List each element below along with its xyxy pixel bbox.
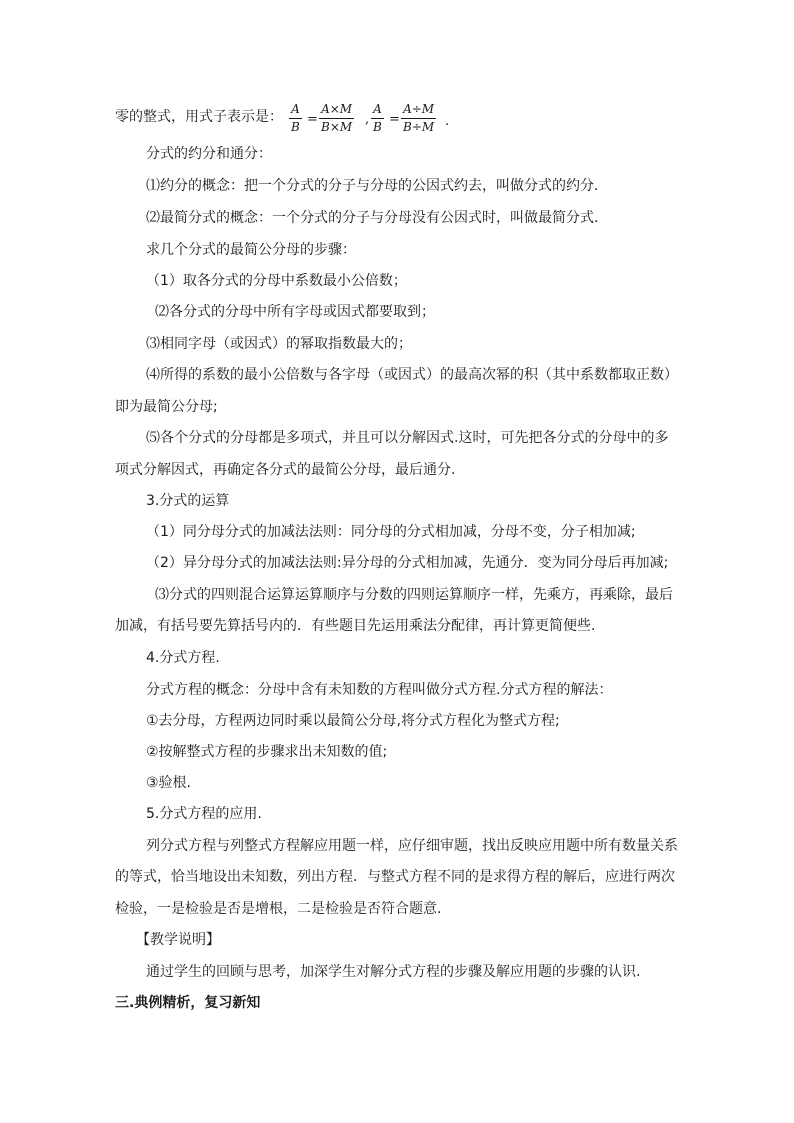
text-line: 的等式，恰当地设出未知数，列出方程．与整式方程不同的是求得方程的解后，应进行两次 bbox=[115, 869, 675, 885]
fraction-a-over-b bbox=[371, 102, 384, 135]
fraction-denominator: B bbox=[373, 120, 382, 134]
section-heading: 4.分式方程. bbox=[146, 650, 220, 666]
text-line: 求几个分式的最简公分母的步骤： bbox=[146, 242, 356, 258]
section-heading: 5.分式方程的应用. bbox=[146, 806, 262, 822]
text-line: （2）异分母分式的加减法法则:异分母的分式相加减，先通分．变为同分母后再加减; bbox=[146, 555, 669, 571]
text-line: ⑴约分的概念：把一个分式的分子与分母的公因式约去，叫做分式的约分． bbox=[146, 178, 608, 194]
section-heading-bold: 三.典例精析，复习新知 bbox=[115, 995, 261, 1011]
fraction-denominator: B÷M bbox=[403, 120, 435, 134]
section-heading: 3.分式的运算 bbox=[146, 493, 230, 509]
text-line: ⑶相同字母（或因式）的幂取指数最大的； bbox=[146, 336, 412, 352]
fraction-numerator: A÷M bbox=[401, 102, 436, 119]
separator-comma: , bbox=[365, 112, 370, 127]
text-line: ⑸各个分式的分母都是多项式，并且可以分解因式.这时，可先把各分式的分母中的多 bbox=[146, 430, 669, 446]
fraction-denominator: B bbox=[291, 120, 300, 134]
text-line: ⑷所得的系数的最小公倍数与各字母（或因式）的最高次幂的积（其中系数都取正数） bbox=[146, 367, 678, 383]
text-line: 即为最简公分母; bbox=[115, 399, 218, 415]
fraction-numerator: A bbox=[289, 102, 302, 119]
equals-sign: = bbox=[307, 112, 318, 127]
fraction-am-over-bm bbox=[319, 102, 354, 135]
fraction-adivm-over-bdivm bbox=[401, 102, 436, 135]
text-line: （1）同分母分式的加减法法则：同分母的分式相加减，分母不变，分子相加减; bbox=[146, 524, 636, 540]
text-line: ⑶分式的四则混合运算运算顺序与分数的四则运算顺序一样，先乘方，再乘除，最后 bbox=[155, 587, 673, 603]
text-line: 列分式方程与列整式方程解应用题一样，应仔细审题，找出反映应用题中所有数量关系 bbox=[146, 838, 678, 854]
fraction-numerator: A×M bbox=[319, 102, 354, 119]
fraction-denominator: B×M bbox=[321, 120, 353, 134]
text-line: ⑵最简分式的概念：一个分式的分子与分母没有公因式时，叫做最简分式． bbox=[146, 210, 608, 226]
text-line: ③验根. bbox=[146, 775, 192, 791]
equals-sign: = bbox=[389, 112, 400, 127]
text-line: 项式分解因式，再确定各分式的最简公分母，最后通分. bbox=[115, 462, 456, 478]
fraction-numerator: A bbox=[371, 102, 384, 119]
text-line: （1）取各分式的分母中系数最小公倍数； bbox=[146, 273, 407, 289]
formula-prefix: 零的整式，用式子表示是： bbox=[115, 109, 283, 125]
formula-end-period: . bbox=[445, 114, 450, 129]
text-line: ②按解整式方程的步骤求出未知数的值; bbox=[146, 744, 388, 760]
text-line: ①去分母，方程两边同时乘以最简公分母,将分式方程化为整式方程; bbox=[146, 713, 560, 729]
teaching-note-heading: 【教学说明】 bbox=[136, 932, 220, 948]
text-line: 通过学生的回顾与思考，加深学生对解分式方程的步骤及解应用题的步骤的认识. bbox=[146, 964, 641, 980]
text-line: 分式方程的概念：分母中含有未知数的方程叫做分式方程.分式方程的解法： bbox=[146, 682, 613, 698]
text-line: 分式的约分和通分： bbox=[146, 146, 272, 162]
text-line: 检验，一是检验是否是增根，二是检验是否符合题意. bbox=[115, 901, 442, 917]
text-line: 加减，有括号要先算括号内的．有些题目先运用乘法分配律，再计算更简便些. bbox=[115, 618, 596, 634]
fraction-a-over-b bbox=[289, 102, 302, 135]
text-line: ⑵各分式的分母中所有字母或因式都要取到； bbox=[155, 304, 435, 320]
